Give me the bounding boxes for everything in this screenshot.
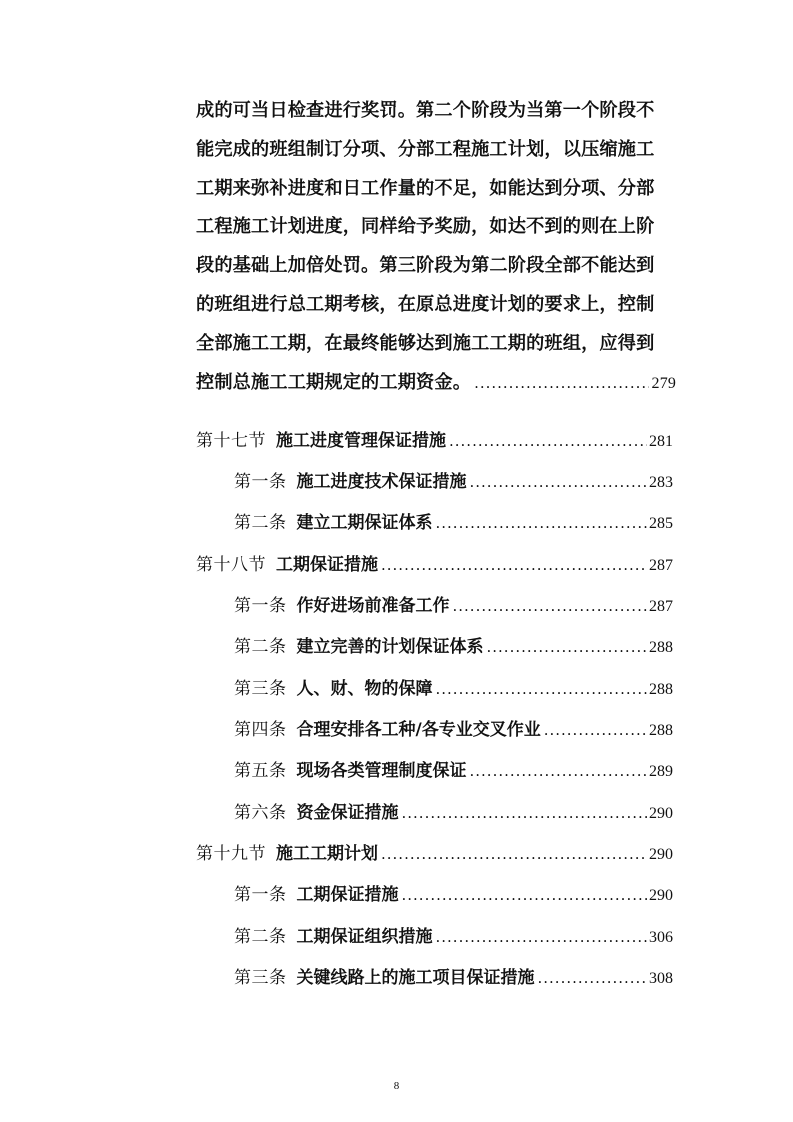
toc-entry-number: 第二条	[234, 637, 287, 657]
toc-entry-title: 施工进度技术保证措施	[296, 472, 467, 492]
toc-entry-title: 人、财、物的保障	[296, 679, 433, 699]
dot-leader	[538, 963, 648, 993]
toc-entry-title: 现场各类管理制度保证	[296, 761, 467, 781]
dot-leader	[544, 715, 647, 745]
dot-leader	[436, 508, 648, 538]
dot-leader	[487, 632, 648, 662]
toc-entry-number: 第二条	[234, 513, 287, 533]
paragraph-line: 工期来弥补进度和日工作量的不足，如能达到分项、分部	[196, 177, 655, 199]
toc-entry[interactable]	[234, 963, 673, 993]
toc-entry-number: 第二条	[234, 927, 287, 947]
toc-entry-page: 290	[649, 846, 673, 863]
toc-entry-title: 工期保证组织措施	[296, 927, 433, 947]
toc-entry-page: 306	[649, 929, 673, 946]
dot-leader	[470, 467, 648, 497]
toc-entry[interactable]	[234, 674, 673, 704]
dot-leader	[453, 591, 648, 621]
toc-entry-page: 290	[649, 805, 673, 822]
toc-entry[interactable]	[234, 508, 673, 538]
toc-entry[interactable]	[196, 839, 673, 869]
toc-entry[interactable]	[196, 426, 673, 456]
toc-entry-page: 281	[649, 433, 673, 450]
toc-entry-number: 第十九节	[196, 844, 266, 864]
toc-entry-title: 合理安排各工种/各专业交叉作业	[296, 720, 541, 740]
toc-entry-number: 第一条	[234, 885, 287, 905]
paragraph-line: 成的可当日检查进行奖罚。第二个阶段为当第一个阶段不	[196, 100, 655, 121]
dot-leader	[402, 798, 648, 828]
toc-entry-page: 288	[649, 722, 673, 739]
toc-entry-page: 290	[649, 887, 673, 904]
toc-entry[interactable]	[234, 922, 673, 952]
toc-entry-page: 285	[649, 515, 673, 532]
toc-entry-title: 施工进度管理保证措施	[276, 431, 446, 451]
toc-entry[interactable]	[234, 715, 673, 745]
body-paragraph	[196, 92, 676, 402]
toc-entry[interactable]	[234, 632, 673, 662]
paragraph-line: 工程施工计划进度，同样给予奖励，如达不到的则在上阶	[196, 216, 655, 238]
toc-entry-title: 关键线路上的施工项目保证措施	[296, 968, 535, 988]
toc-entry-title: 工期保证措施	[296, 885, 399, 905]
toc-entry-number: 第三条	[234, 968, 287, 988]
toc-entry-title: 建立工期保证体系	[296, 513, 433, 533]
dot-leader	[470, 756, 648, 786]
dot-leader	[381, 839, 647, 869]
toc-entry-title: 工期保证措施	[276, 555, 378, 575]
paragraph-last-line	[196, 364, 676, 403]
toc-entry-number: 第十七节	[196, 431, 266, 451]
toc-entry-page: 287	[649, 598, 673, 615]
toc-entry-number: 第三条	[234, 679, 287, 699]
toc-entry-number: 第四条	[234, 720, 287, 740]
page-number: 8	[393, 1080, 400, 1092]
paragraph-line: 的班组进行总工期考核，在原总进度计划的要求上，控制	[196, 293, 655, 315]
paragraph-line: 段的基础上加倍处罚。第三阶段为第二阶段全部不能达到	[196, 255, 655, 277]
toc-entry-number: 第一条	[234, 596, 287, 616]
toc-entry[interactable]	[234, 467, 673, 497]
paragraph-last-text: 控制总施工工期规定的工期资金。	[196, 371, 472, 393]
toc-entry-number: 第一条	[234, 472, 287, 492]
toc-entry-number: 第六条	[234, 803, 287, 823]
toc-entry-title: 作好进场前准备工作	[296, 596, 450, 616]
toc-entry[interactable]	[234, 798, 673, 828]
toc-entry-title: 施工工期计划	[276, 844, 378, 864]
toc-entry-page: 289	[649, 763, 673, 780]
dot-leader	[449, 426, 647, 456]
toc-entry[interactable]	[234, 591, 673, 621]
toc-entry-page: 288	[649, 639, 673, 656]
dot-leader	[381, 550, 647, 580]
page-ref: 279	[651, 374, 676, 392]
dot-leader	[402, 880, 648, 910]
dot-leader	[474, 364, 648, 403]
toc-entry-title: 资金保证措施	[296, 803, 399, 823]
toc-entry-number: 第五条	[234, 761, 287, 781]
paragraph-line: 能完成的班组制订分项、分部工程施工计划，以压缩施工	[196, 138, 655, 160]
toc-entry[interactable]	[234, 880, 673, 910]
dot-leader	[436, 922, 648, 952]
toc-entry-title: 建立完善的计划保证体系	[296, 637, 484, 657]
dot-leader	[436, 674, 648, 704]
paragraph-line: 全部施工工期，在最终能够达到施工工期的班组，应得到	[196, 332, 655, 354]
toc-entry-page: 308	[649, 970, 673, 987]
toc-entry[interactable]	[196, 550, 673, 580]
toc-entry-page: 283	[649, 474, 673, 491]
toc-entry-page: 287	[649, 557, 673, 574]
toc-entry[interactable]	[234, 756, 673, 786]
toc-entry-number: 第十八节	[196, 555, 266, 575]
toc-entry-page: 288	[649, 681, 673, 698]
